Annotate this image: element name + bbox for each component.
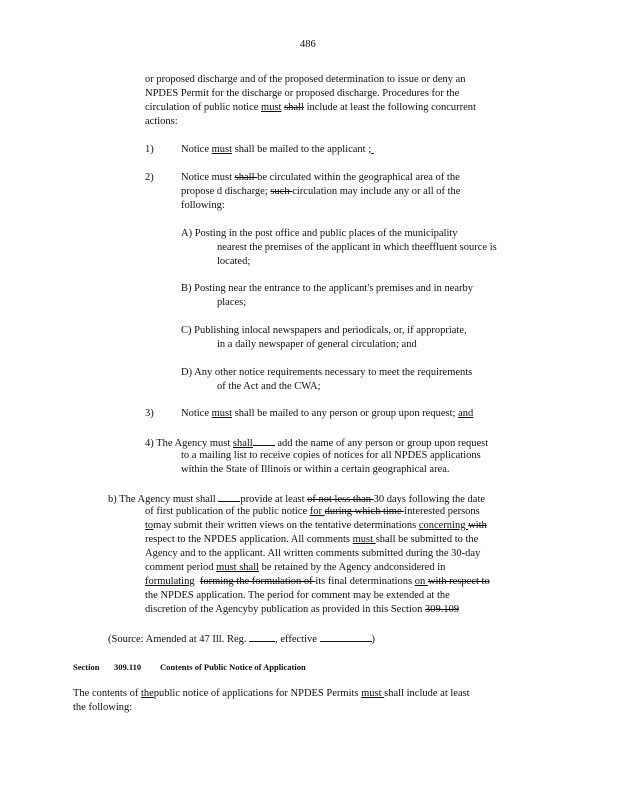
deleted-text: forming the formulation of: [199, 576, 316, 587]
para-b-l3-a: may submit their written views on the tentative determinations: [153, 520, 419, 531]
para-b-line-2: [145, 505, 480, 519]
deleted-with: with: [468, 520, 487, 531]
para-b-l6-a: comment period: [145, 562, 217, 573]
item-3-text: [181, 407, 473, 421]
inserted-the: the: [140, 688, 154, 699]
subitem-a-line-2: nearest the premises of the applicant in which theeffluent source is: [217, 242, 497, 253]
inserted-to: to: [145, 520, 154, 531]
reg-blank: [249, 631, 275, 642]
item-2-post: be circulated within the geographical area of the: [257, 172, 460, 183]
item-4-line-3: within the State of Illinois or within a certain geographical area.: [181, 464, 450, 475]
inserted-formulating: formulating: [145, 576, 195, 587]
source-close: ): [371, 634, 376, 645]
date-blank: [320, 631, 372, 642]
source-pre: (Source: Amended at 47 Ill. Reg.: [108, 634, 250, 645]
subitem-c-line-1: C) Publishing inlocal newspapers and periodicals, or, if appropriate,: [181, 325, 467, 336]
closing-b: public notice of applications for NPDES Permits: [153, 688, 362, 699]
intro-text: circulation of public notice: [145, 102, 262, 113]
item-4-line-2: to a mailing list to receive copies of notices for all NPDES applications: [181, 450, 481, 461]
item-1-text: [181, 143, 374, 157]
item-4-pre: 4) The Agency must: [145, 438, 233, 449]
intro-line-1: or proposed discharge and of the proposed determination to issue or deny an: [145, 74, 466, 85]
intro-line-2: NPDES Permit for the discharge or proposed discharge. Procedures for the: [145, 88, 460, 99]
inserted-must: must: [211, 144, 233, 155]
item-3-pre: Notice: [181, 408, 212, 419]
closing-line-1: [73, 687, 470, 701]
underlined-gap: [371, 144, 374, 155]
para-b-line-6: [145, 561, 445, 575]
para-b-l4-a: respect to the NPDES application. All comments: [145, 534, 353, 545]
intro-text-end: include at least the following concurrent: [303, 102, 476, 113]
item-2-line-1: [181, 171, 460, 185]
intro-line-4: actions:: [145, 116, 178, 127]
deleted-shall: shall: [284, 102, 304, 113]
item-1-number: 1): [145, 144, 154, 155]
item-2-line-3: following:: [181, 200, 225, 211]
inserted-must: must shall: [216, 562, 260, 573]
section-label: Section: [73, 662, 100, 672]
source-note: [108, 631, 375, 647]
inserted-must: must: [352, 534, 376, 545]
item-3-post: be mailed to any person or group upon request;: [254, 408, 459, 419]
item-2-line-2: [181, 185, 460, 199]
deleted-text: during which time: [324, 506, 405, 517]
item-4-post: add the name of any person or group upon request: [274, 438, 489, 449]
para-b-line-4: [145, 533, 478, 547]
deleted-text: of not less than: [307, 494, 374, 505]
inserted-on: on: [414, 576, 428, 587]
para-b-line-3: [145, 519, 487, 533]
inserted-must: must: [261, 102, 282, 113]
subitem-b-line-2: places;: [217, 297, 247, 308]
para-b-l2-a: of first publication of the public notice: [145, 506, 310, 517]
inserted-must: must: [361, 688, 385, 699]
inserted-must: must: [211, 408, 233, 419]
closing-a: The contents of: [73, 688, 141, 699]
para-b-line-8: the NPDES application. The period for comment may be extended at the: [145, 590, 450, 601]
para-b-l7-a: its final determinations: [315, 576, 415, 587]
inserted-and: and: [458, 408, 474, 419]
inserted-concerning: concerning: [418, 520, 469, 531]
page-number: 486: [300, 39, 316, 50]
subitem-a-line-3: located;: [217, 256, 251, 267]
intro-line-3: [145, 101, 476, 115]
inserted-for: for: [309, 506, 325, 517]
section-title: Contents of Public Notice of Application: [160, 662, 306, 672]
item-3-shall: shall: [232, 408, 255, 419]
deleted-text: with respect to: [427, 576, 490, 587]
closing-line-2: the following:: [73, 702, 133, 713]
deleted-shall: shall: [234, 172, 258, 183]
para-b-l1-c: 30 days following the date: [373, 494, 486, 505]
item-3-number: 3): [145, 408, 154, 419]
para-b-l1-a: b) The Agency must shall: [108, 494, 219, 505]
subitem-b-line-1: B) Posting near the entrance to the applicant's premises and in nearby: [181, 283, 474, 294]
item-2-l2-pre: propose d discharge;: [181, 186, 271, 197]
deleted-such: such: [270, 186, 293, 197]
item-1-pre: Notice: [181, 144, 212, 155]
para-b-line-7: [145, 575, 490, 589]
section-number: 309.110: [114, 662, 142, 672]
deleted-rule: [253, 435, 275, 446]
subitem-a-line-1: A) Posting in the post office and public places of the municipality: [181, 228, 458, 239]
closing-c: shall include at least: [384, 688, 470, 699]
para-b-line-5: Agency and to the applicant. All written comments submitted during the 30-day: [145, 548, 481, 559]
underlined-shall: shall: [232, 438, 253, 449]
para-b-l1-b: provide at least: [240, 494, 308, 505]
item-2-l2-post: circulation may include any or all of the: [292, 186, 461, 197]
para-b-l9-a: discretion of the Agencyby publication as provided in this Section: [145, 604, 425, 615]
item-2-number: 2): [145, 172, 154, 183]
para-b-l4-b: shall be submitted to the: [375, 534, 479, 545]
item-2-pre: Notice must: [181, 172, 235, 183]
para-b-l2-c: interested persons: [404, 506, 480, 517]
subitem-d-line-2: of the Act and the CWA;: [217, 381, 321, 392]
deleted-section-number: 309.109: [424, 604, 460, 615]
item-1-shall: shall: [232, 144, 255, 155]
subitem-d-line-1: D) Any other notice requirements necessary to meet the requirements: [181, 367, 473, 378]
source-mid: , effective: [275, 634, 320, 645]
item-1-post: be mailed to the applicant ;: [254, 144, 372, 155]
subitem-c-line-2: in a daily newspaper of general circulation; and: [217, 339, 417, 350]
para-b-l6-b: be retained by the Agency andconsidered in: [259, 562, 446, 573]
deleted-rule: [218, 491, 240, 502]
para-b-line-9: [145, 603, 459, 617]
